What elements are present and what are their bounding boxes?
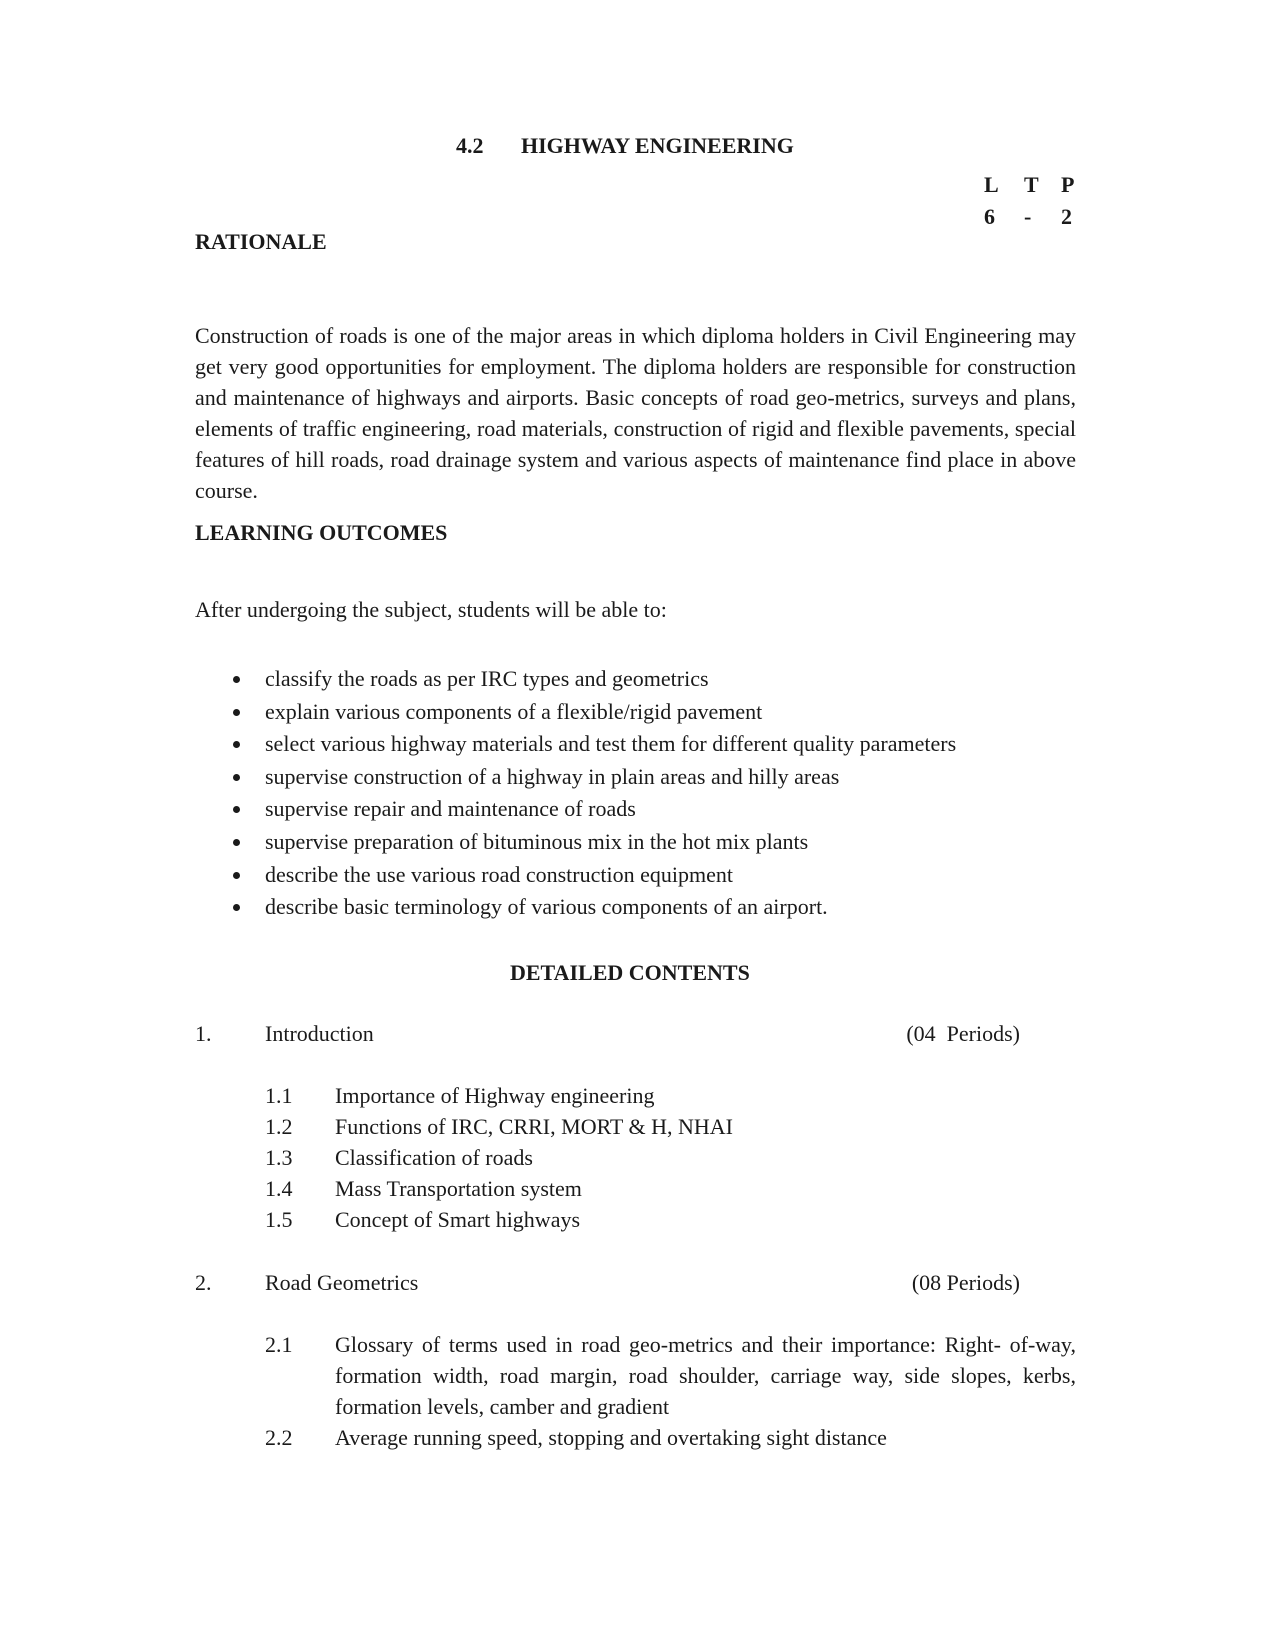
subsection-text: Functions of IRC, CRRI, MORT & H, NHAI [335,1114,733,1139]
bullet-icon [233,872,240,879]
list-item [195,826,1095,859]
bullet-icon [233,774,240,781]
bullet-icon [233,709,240,716]
learning-outcomes-list [195,663,1095,924]
subsection-text: Average running speed, stopping and overtaking sight distance [335,1425,887,1450]
outcome-text: select various highway materials and test them for different quality parameters [265,731,957,757]
subsection-number: 1.3 [265,1145,293,1170]
list-item [195,859,1095,892]
subsection-number: 1.1 [265,1083,293,1108]
ltp-value-p: 2 [1061,204,1072,229]
section-periods: (08 Periods) [911,1270,1020,1295]
outcome-text: supervise construction of a highway in plain areas and hilly areas [265,763,840,789]
section-title: Road Geometrics [265,1270,419,1295]
section-title: Introduction [265,1021,374,1046]
list-item [195,793,1095,826]
bullet-icon [233,904,240,911]
subsection-text: Mass Transportation system [335,1176,582,1201]
subject-title: HIGHWAY ENGINEERING [521,133,794,158]
list-item [195,696,1095,729]
list-item [195,761,1095,794]
outcome-text: explain various components of a flexible/rigid pavement [265,698,763,724]
subsection-number: 1.4 [265,1176,293,1201]
ltp-label-t: T [1024,172,1039,197]
rationale-paragraph: Construction of roads is one of the major areas in which diploma holders in Civil Engineering may get very good opportunities for employment. The diploma holders are responsible for construction and maintenance of highways and airports. Basic concepts of road geo-metrics, surveys and plans, elements of traffic engineering, road materials, construction of rigid and flexible pavements, special features of hill roads, road drainage system and various aspects of maintenance find place in above course. [195,323,1076,503]
subsection-text: Classification of roads [335,1145,533,1170]
rationale-heading: RATIONALE [195,229,327,254]
bullet-icon [233,806,240,813]
detailed-contents-heading: DETAILED CONTENTS [510,960,750,985]
list-item [195,663,1095,696]
subsection-number: 1.5 [265,1207,293,1232]
ltp-label-l: L [984,172,999,197]
ltp-label-p: P [1061,172,1075,197]
subsection-number: 1.2 [265,1114,293,1139]
outcome-text: classify the roads as per IRC types and geometrics [265,666,709,691]
list-item [195,891,1095,924]
subsection-text: Importance of Highway engineering [335,1083,655,1108]
outcome-text: describe the use various road construction equipment [265,861,733,887]
subject-number: 4.2 [456,133,484,158]
outcome-text: supervise preparation of bituminous mix in the hot mix plants [265,828,809,854]
ltp-value-t: - [1024,204,1032,229]
learning-outcomes-intro: After undergoing the subject, students will be able to: [195,597,667,622]
subsection-number: 2.2 [265,1425,293,1450]
learning-outcomes-heading: LEARNING OUTCOMES [195,520,448,545]
subsection-number: 2.1 [265,1332,293,1357]
subsection-text: Concept of Smart highways [335,1207,581,1232]
outcome-text: describe basic terminology of various components of an airport. [265,894,828,920]
subsection-text: Glossary of terms used in road geo-metrics and their importance: Right- of-way, formation width, road margin, road shoulder, carriage way, side slopes, kerbs, formation levels, camber and gradient [335,1332,1076,1419]
bullet-icon [233,839,240,846]
section-number: 1. [195,1021,212,1046]
bullet-icon [233,676,240,683]
ltp-value-l: 6 [984,204,995,229]
section-periods: (04 Periods) [906,1021,1020,1046]
bullet-icon [233,741,240,748]
section-number: 2. [195,1270,212,1295]
list-item [195,728,1095,761]
outcome-text: supervise repair and maintenance of roads [265,796,636,822]
